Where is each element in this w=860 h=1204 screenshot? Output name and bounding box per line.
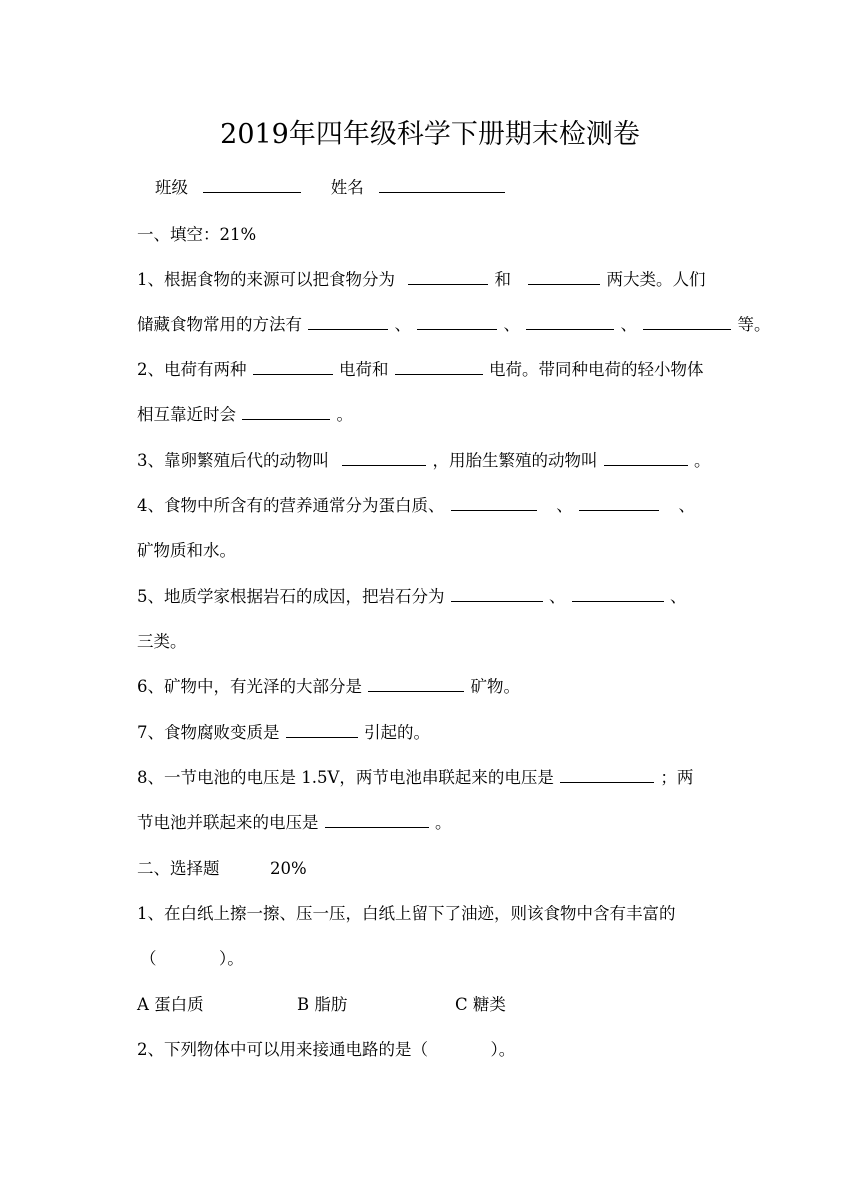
q1-sep-1: 、 (394, 315, 411, 334)
q6-blank-1[interactable] (368, 675, 464, 692)
q1-blank-6[interactable] (643, 313, 731, 330)
exam-title: 2019年四年级科学下册期末检测卷 (220, 119, 640, 150)
q7-text-a: 7、食物腐败变质是 (137, 723, 280, 742)
q3-line1 (137, 449, 711, 473)
q8-line1 (137, 766, 693, 790)
section1-heading: 一、填空：21% (137, 225, 257, 244)
q2-line2 (137, 403, 353, 427)
q2-blank-2[interactable] (395, 358, 483, 375)
q3-text-a: 3、靠卵繁殖后代的动物叫 (137, 451, 329, 470)
q2-text-a: 2、电荷有两种 (137, 360, 247, 379)
section2-heading: 二、选择题 (137, 859, 220, 878)
q8-text-d: 。 (435, 813, 452, 832)
q5-sep-2: 、 (670, 587, 687, 606)
q2-text-c: 电荷。带同种电荷的轻小物体 (489, 360, 704, 379)
q1-blank-1[interactable] (408, 268, 488, 285)
q1-sep-2: 、 (503, 315, 520, 334)
q6-line1 (137, 675, 520, 699)
q5-blank-1[interactable] (451, 585, 543, 602)
q1-blank-5[interactable] (526, 313, 614, 330)
q2-line1 (137, 358, 704, 382)
q3-text-c: 。 (694, 451, 711, 470)
s2-q1-text: 1、在白纸上擦一擦、压一压，白纸上留下了油迹，则该食物中含有丰富的 (137, 904, 676, 923)
q1-sep-3: 、 (620, 315, 637, 334)
q8-text-c: 节电池并联起来的电压是 (137, 813, 319, 832)
q3-blank-1[interactable] (342, 449, 426, 466)
q8-text-a: 8、一节电池的电压是 1.5V，两节电池串联起来的电压是 (137, 768, 554, 787)
q2-text-e: 。 (336, 405, 353, 424)
q8-blank-1[interactable] (560, 766, 654, 783)
class-field[interactable] (203, 176, 301, 193)
q1-line1 (137, 268, 706, 292)
q7-text-b: 引起的。 (364, 723, 430, 742)
q1-text-a: 1、根据食物的来源可以把食物分为 (137, 270, 395, 289)
q4-sep-2: 、 (678, 496, 695, 515)
class-label: 班级 (155, 178, 188, 197)
q1-blank-4[interactable] (417, 313, 497, 330)
q3-text-b: ，用胎生繁殖的动物叫 (432, 451, 598, 470)
s2-q2-text: 2、下列物体中可以用来接通电路的是（ (137, 1040, 428, 1059)
q2-blank-3[interactable] (242, 403, 330, 420)
q1-text-b: 和 (494, 270, 511, 289)
q7-line1 (137, 721, 430, 745)
q1-line2 (137, 313, 771, 337)
q6-text-b: 矿物。 (470, 677, 520, 696)
q4-blank-1[interactable] (451, 494, 537, 511)
q5-blank-2[interactable] (572, 585, 664, 602)
section2-heading-row (137, 857, 307, 881)
q7-blank-1[interactable] (286, 721, 358, 738)
s2-q1-paren-close: ）。 (219, 949, 244, 968)
q3-blank-2[interactable] (604, 449, 688, 466)
q1-blank-3[interactable] (308, 313, 388, 330)
q8-line2 (137, 811, 452, 835)
s2-q1-option-b[interactable]: B 脂肪 (297, 995, 348, 1014)
q2-text-b: 电荷和 (339, 360, 389, 379)
q1-text-c: 两大类。人们 (606, 270, 706, 289)
student-info-row (155, 176, 506, 200)
q2-blank-1[interactable] (253, 358, 333, 375)
q2-text-d: 相互靠近时会 (137, 405, 236, 424)
q4-text-a: 4、食物中所含有的营养通常分为蛋白质、 (137, 496, 445, 515)
s2-q2-paren-close: ）。 (490, 1040, 516, 1059)
q4-line2: 矿物质和水。 (137, 541, 236, 560)
name-field[interactable] (379, 176, 505, 193)
q8-text-b: ；两 (660, 768, 694, 787)
s2-q2-row (137, 1038, 515, 1062)
q4-blank-2[interactable] (579, 494, 659, 511)
s2-q1-option-a[interactable]: A 蛋白质 (137, 995, 204, 1014)
s2-q1-option-c[interactable]: C 糖类 (455, 995, 506, 1014)
q5-text-a: 5、地质学家根据岩石的成因，把岩石分为 (137, 587, 445, 606)
q1-text-e: 等。 (737, 315, 771, 334)
q4-sep-1: 、 (556, 496, 573, 515)
section2-score: 20% (270, 859, 307, 878)
q1-text-d: 储藏食物常用的方法有 (137, 315, 302, 334)
q8-blank-2[interactable] (325, 811, 429, 828)
s2-q1-answer-row (140, 947, 244, 971)
q5-line2: 三类。 (137, 632, 187, 651)
q4-line1 (137, 494, 695, 518)
s2-q1-paren-open: （ (140, 949, 157, 968)
q6-text-a: 6、矿物中，有光泽的大部分是 (137, 677, 362, 696)
q5-line1 (137, 585, 687, 609)
q5-sep-1: 、 (549, 587, 566, 606)
name-label: 姓名 (330, 178, 364, 197)
q1-blank-2[interactable] (528, 268, 600, 285)
